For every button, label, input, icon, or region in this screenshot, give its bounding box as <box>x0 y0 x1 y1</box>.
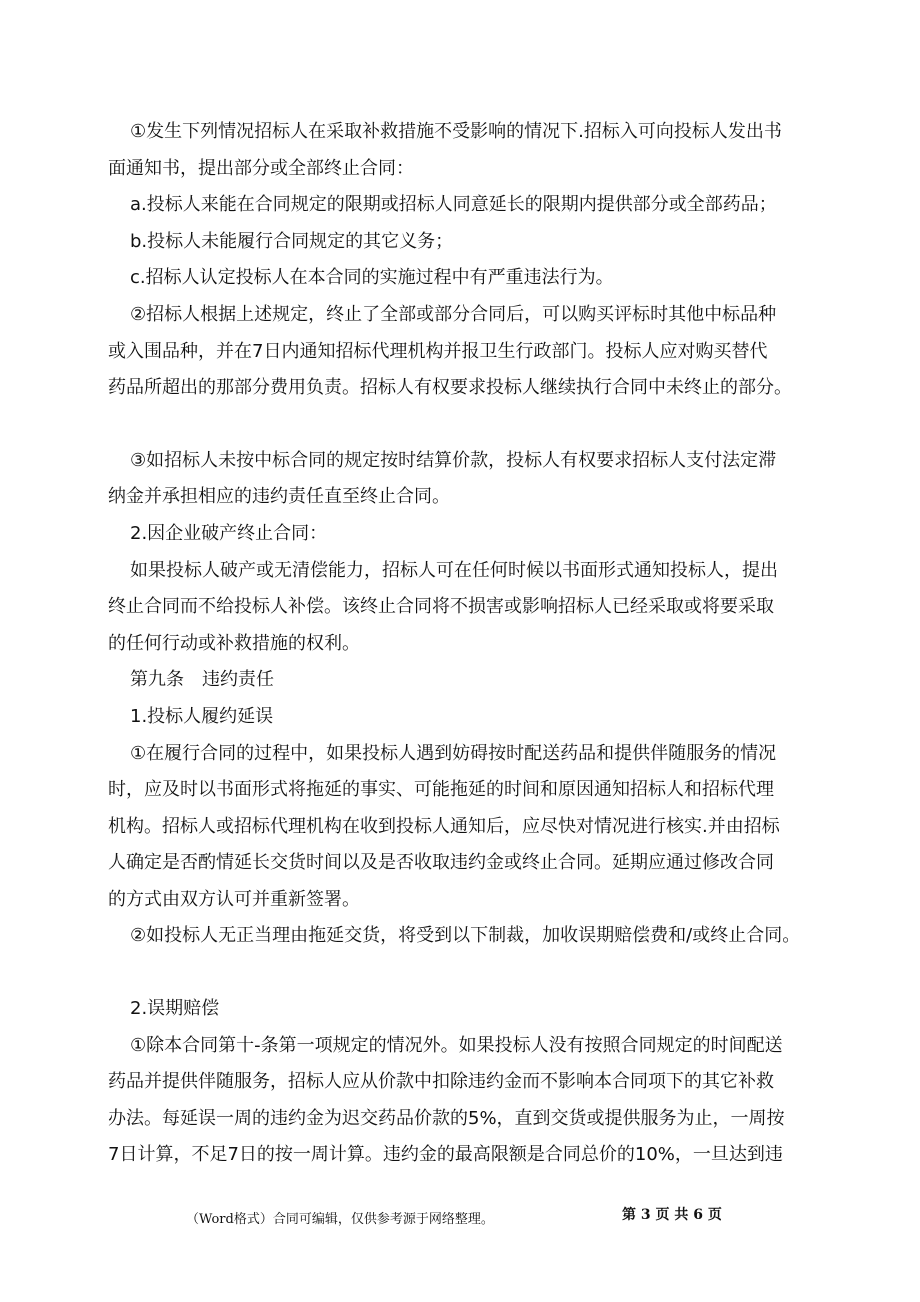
paragraph-line: 药品所超出的那部分费用负责。招标人有权要求投标人继续执行合同中未终止的部分。 <box>108 377 792 399</box>
page-body <box>108 114 828 1174</box>
paragraph-line: b.投标人未能履行合同规定的其它义务； <box>130 230 454 252</box>
paragraph-line: 办法。每延误一周的违约金为迟交药品价款的5%，直到交货或提供服务为止，一周按 <box>108 1107 785 1129</box>
paragraph-line: 或入围品种，并在7日内通知招标代理机构并报卫生行政部门。投标人应对购买替代 <box>108 340 768 362</box>
paragraph-line: 药品并提供伴随服务，招标人应从价款中扣除违约金而不影响本合同项下的其它补救 <box>108 1071 774 1093</box>
paragraph-line: 时，应及时以书面形式将拖延的事实、可能拖延的时间和原因通知招标人和招标代理 <box>108 779 774 801</box>
paragraph-line: 纳金并承担相应的违约责任直至终止合同。 <box>108 486 450 508</box>
paragraph-line: ①除本合同第十-条第一项规定的情况外。如果投标人没有按照合同规定的时间配送 <box>130 1034 783 1056</box>
paragraph-line: 如果投标人破产或无清偿能力，招标人可在任何时候以书面形式通知投标人，提出 <box>130 559 778 581</box>
paragraph-line: a.投标人来能在合同规定的限期或招标人同意延长的限期内提供部分或全部药品； <box>130 194 777 216</box>
paragraph-gap <box>108 407 828 443</box>
section-heading: 2.误期赔偿 <box>130 998 220 1020</box>
page-number: 第 3 页 共 6 页 <box>622 1207 722 1223</box>
paragraph-line: 机构。招标人或招标代理机构在收到投标人通知后，应尽快对情况进行核实.并由招标 <box>108 815 780 837</box>
paragraph-line: ③如招标人未按中标合同的规定按时结算价款，投标人有权要求招标人支付法定滞 <box>130 449 777 471</box>
article-heading: 第九条 违约责任 <box>130 669 274 691</box>
footer-note: （Word格式）合同可编辑，仅供参考源于网络整理。 <box>186 1212 494 1227</box>
paragraph-line: ②招标人根据上述规定，终止了全部或部分合同后，可以购买评标时其他中标品种 <box>130 303 777 325</box>
paragraph-line: 人确定是否酌情延长交货时间以及是否收取违约金或终止合同。延期应通过修改合同 <box>108 852 774 874</box>
paragraph-gap <box>108 955 828 991</box>
paragraph-line: 的任何行动或补救措施的权利。 <box>108 632 360 654</box>
paragraph-line: ①发生下列情况招标人在采取补救措施不受影响的情况下.招标入可向投标人发出书 <box>130 121 782 142</box>
paragraph-line: c.招标人认定投标人在本合同的实施过程中有严重违法行为。 <box>130 267 614 289</box>
paragraph-line: 面通知书，提出部分或全部终止合同： <box>108 157 414 179</box>
paragraph-line: ②如投标人无正当理由拖延交货，将受到以下制裁，加收误期赔偿费和/或终止合同。 <box>130 925 801 947</box>
section-heading: 2.因企业破产终止合同： <box>130 522 328 544</box>
paragraph-line: 7日计算，不足7日的按一周计算。违约金的最高限额是合同总价的10%，一旦达到违 <box>108 1144 783 1166</box>
paragraph-line: ①在履行合同的过程中，如果投标人遇到妨碍按时配送药品和提供伴随服务的情况 <box>130 742 777 764</box>
paragraph-line: 终止合同而不给投标人补偿。该终止合同将不损害或影响招标人已经采取或将要采取 <box>108 596 774 618</box>
section-heading: 1.投标人履约延误 <box>130 705 274 727</box>
paragraph-line: 的方式由双方认可并重新签署。 <box>108 888 360 910</box>
page-footer <box>0 1204 920 1228</box>
